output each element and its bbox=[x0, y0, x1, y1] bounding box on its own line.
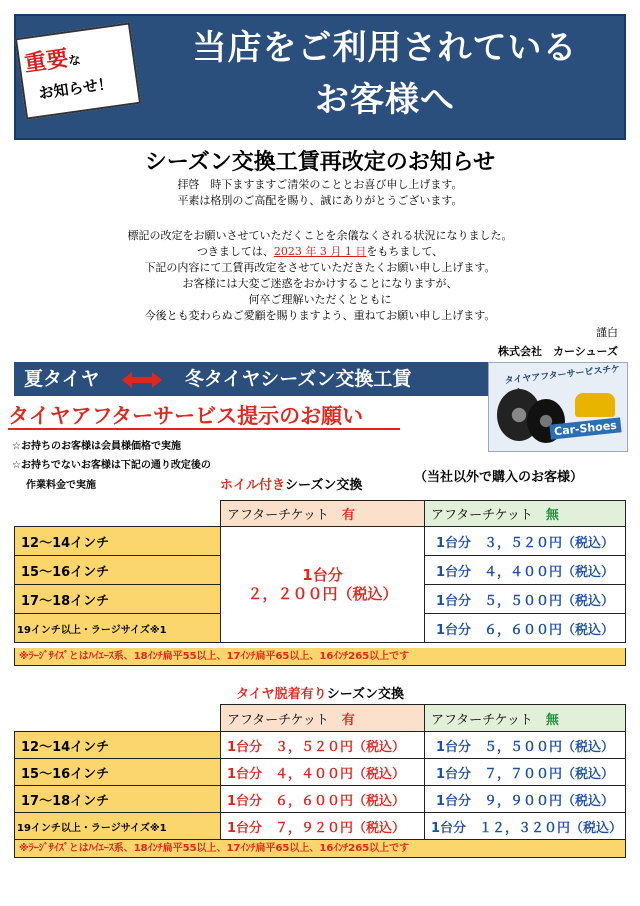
table2-heading-rest: シーズン交換 bbox=[326, 687, 405, 702]
table2-corner bbox=[15, 705, 221, 732]
table2-row-label: 15～16インチ bbox=[15, 759, 221, 786]
double-arrow-icon bbox=[122, 370, 162, 390]
table2-has-price: 1台分 ４，４００円（税込） bbox=[221, 759, 425, 786]
table1-row-label: 17～18インチ bbox=[15, 585, 221, 614]
col-none-mark: 無 bbox=[545, 712, 559, 728]
effective-date: 2023 年 3 月 1 日 bbox=[273, 245, 367, 258]
body-line5: 何卒ご理解いただくとともに bbox=[248, 293, 392, 306]
winter-tire-label: 冬タイヤシーズン交換工賃 bbox=[184, 368, 412, 390]
price-table-wheel bbox=[14, 500, 626, 643]
after-service-title: タイヤアフターサービス提示のお願い bbox=[8, 404, 364, 428]
table2-heading-red: タイヤ脱着有り bbox=[235, 687, 327, 702]
banner-line1: 当店をご利用されている bbox=[192, 28, 578, 68]
after-service-ticket-image bbox=[488, 362, 628, 452]
badge-line2: お知らせ！ bbox=[37, 74, 114, 103]
body-line2 bbox=[0, 244, 640, 260]
col-has-label: アフターチケット bbox=[227, 508, 342, 523]
table2-col-none bbox=[425, 705, 626, 732]
table2-row-label: 19インチ以上・ラージサイズ※1 bbox=[15, 813, 221, 840]
table1-row-label: 15～16インチ bbox=[15, 556, 221, 585]
company-name: 株式会社 カーシューズ bbox=[497, 345, 618, 358]
table2-none-price: 1台分 ７，７００円（税込） bbox=[425, 759, 626, 786]
banner-line2: お客様へ bbox=[315, 80, 455, 120]
greeting-line1: 拝啓 時下ますますご清栄のこととお喜び申し上げます。 bbox=[177, 178, 463, 191]
ticket-logo: Car-Shoes bbox=[550, 417, 622, 439]
col-has-mark: 有 bbox=[341, 508, 355, 523]
body-line2-prefix: つきましては、 bbox=[196, 245, 274, 258]
important-badge bbox=[15, 22, 141, 119]
table2-has-price: 1台分 ３，５２０円（税込） bbox=[221, 732, 425, 759]
table1-corner bbox=[15, 501, 221, 527]
table1-row-label: 12～14インチ bbox=[15, 527, 221, 556]
table1-footnote: ※ﾗｰｼﾞｻｲｽﾞとはﾊｲｴｰｽ系、18ｲﾝﾁ扁平55以上、17ｲﾝﾁ扁平65以上、16ｲﾝﾁ265以上です bbox=[14, 648, 626, 666]
table1-heading-red: ホイル付き bbox=[220, 478, 286, 493]
body-line3: 下記の内容にて工賃再改定をさせていただきたくお願い申し上げます。 bbox=[144, 261, 496, 274]
col-has-mark: 有 bbox=[341, 712, 355, 728]
table1-col-has bbox=[221, 501, 425, 527]
col-none-mark: 無 bbox=[545, 508, 559, 523]
table2-has-price: 1台分 ７，９２０円（税込） bbox=[221, 813, 425, 840]
badge-main: 重要 bbox=[22, 46, 70, 78]
price-table-mounting bbox=[14, 704, 626, 840]
ticket-label: タイヤアフターサービスチケット bbox=[504, 364, 621, 387]
body-line2-suffix: をもちまして、 bbox=[366, 245, 444, 258]
table2-none-price: 1台分 １２，３２０円（税込） bbox=[425, 813, 626, 840]
merged-line2: ２，２００円（税込） bbox=[247, 584, 398, 603]
table1-heading-rest: シーズン交換 bbox=[285, 478, 363, 493]
table2-has-price: 1台分 ６，６００円（税込） bbox=[221, 786, 425, 813]
table2-none-price: 1台分 ５，５００円（税込） bbox=[425, 732, 626, 759]
table1-row-label: 19インチ以上・ラージサイズ※1 bbox=[15, 614, 221, 643]
col-has-label: アフターチケット bbox=[227, 712, 342, 728]
table2-row-label: 12～14インチ bbox=[15, 732, 221, 759]
body-line4: お客様には大変ご迷惑をおかけすることになりますが、 bbox=[182, 277, 458, 290]
table2-footnote: ※ﾗｰｼﾞｻｲｽﾞとはﾊｲｴｰｽ系、18ｲﾝﾁ扁平55以上、17ｲﾝﾁ扁平65以上、16ｲﾝﾁ265以上です bbox=[14, 840, 626, 858]
body-line1: 標記の改定をお願いさせていただくことを余儀なくされる状況になりました。 bbox=[127, 229, 513, 242]
greeting-line2: 平素は格別のご高配を賜り、誠にありがとうございます。 bbox=[177, 194, 463, 207]
notice-title: シーズン交換工賃再改定のお知らせ bbox=[144, 149, 496, 175]
body-line6: 今後とも変わらぬご愛顧を賜りますよう、重ねてお願い申し上げます。 bbox=[144, 309, 496, 322]
merged-line1: 1台分 bbox=[302, 565, 343, 584]
closing: 謹白 bbox=[596, 326, 618, 339]
table1-none-price: 1台分 ５，５００円（税込） bbox=[425, 585, 626, 614]
table1-none-price: 1台分 ４，４００円（税込） bbox=[425, 556, 626, 585]
table2-col-has bbox=[221, 705, 425, 732]
table2-row-label: 17～18インチ bbox=[15, 786, 221, 813]
badge-suffix: な bbox=[67, 52, 82, 69]
after-service-note3: 作業料金で実施 bbox=[26, 480, 96, 491]
col-none-label: アフターチケット bbox=[431, 712, 546, 728]
table1-heading bbox=[220, 474, 362, 493]
after-service-note2: ☆お持ちでないお客様は下記の通り改定後の bbox=[12, 460, 211, 471]
table2-heading bbox=[0, 683, 640, 702]
col-none-label: アフターチケット bbox=[431, 508, 546, 523]
table1-merged-price bbox=[221, 527, 425, 643]
after-service-note1: ☆お持ちのお客様は会員様価格で実施 bbox=[12, 441, 181, 452]
section-banner bbox=[14, 362, 514, 396]
table2-none-price: 1台分 ９，９００円（税込） bbox=[425, 786, 626, 813]
table1-none-price: 1台分 ３，５２０円（税込） bbox=[425, 527, 626, 556]
table1-none-price: 1台分 ６，６００円（税込） bbox=[425, 614, 626, 643]
title-underline bbox=[8, 428, 400, 430]
banner-title bbox=[160, 22, 610, 126]
car-icon bbox=[575, 393, 615, 417]
summer-tire-label: 夏タイヤ bbox=[24, 368, 100, 390]
table1-col-none bbox=[425, 501, 626, 527]
other-shop-note: （当社以外で購入のお客様） bbox=[414, 470, 584, 485]
